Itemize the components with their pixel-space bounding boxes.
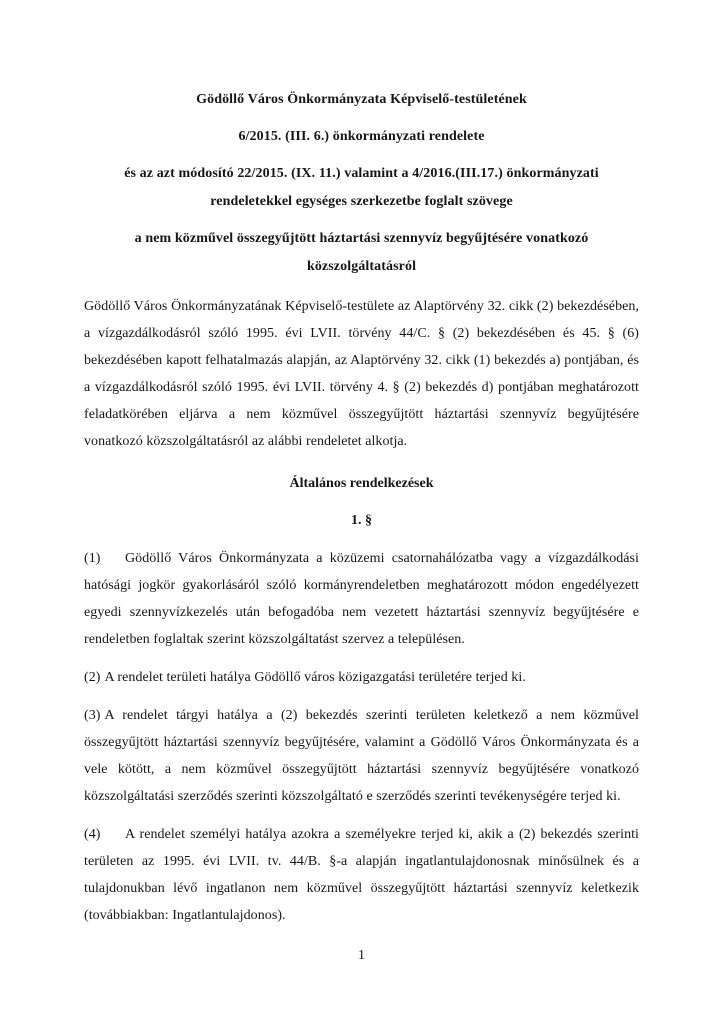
document-title-line: közszolgáltatásról: [306, 259, 417, 274]
body-paragraph: [84, 545, 639, 653]
document-title-line: rendeletekkel egységes szerkezetbe foglalt szövege: [210, 194, 513, 209]
section-heading: Általános rendelkezések: [289, 476, 434, 491]
paragraph-marker: (1): [84, 551, 101, 566]
paragraph-marker: (3): [84, 708, 101, 723]
document-title-line: 6/2015. (III. 6.) önkormányzati rendelete: [238, 129, 485, 144]
page-number: 1: [358, 948, 365, 963]
body-paragraph: [84, 702, 639, 810]
paragraph-text: A rendelet személyi hatálya azokra a személyekre terjed ki, akik a (2) bekezdés szerinti területen az 1995. évi LVII. tv. 44/B. §-a alapján ingatlantulajdonosnak minősülnek és a tulajdonukban lévő ingatlanon nem közművel összegyűjtött háztartási szennyvíz keletkezik (továbbiakban: Ingatlantulajdonos).: [84, 827, 639, 923]
document-title: [84, 86, 639, 281]
article-heading: 1. §: [351, 513, 372, 528]
document-title-line: a nem közművel összegyűjtött háztartási szennyvíz begyűjtésére vonatkozó: [134, 231, 589, 246]
paragraph-text: Gödöllő Város Önkormányzata a közüzemi csatornahálózatba vagy a vízgazdálkodási hatósági jogkör gyakorlásáról szóló kormányrendeletben meghatározott módon engedélyezett egyedi szennyvízkezelés után befogadóba nem vezetett háztartási szennyvíz begyűjtésére e rendeletben foglaltak szerint közszolgáltatást szervez a településen.: [84, 551, 639, 647]
document-title-line: és az azt módosító 22/2015. (IX. 11.) valamint a 4/2016.(III.17.) önkormányzati: [124, 166, 599, 181]
paragraph-text: A rendelet tárgyi hatálya a (2) bekezdés szerinti területen keletkező a nem közművel összegyűjtött háztartási szennyvíz begyűjtésére, valamint a Gödöllő Város Önkormányzata és a vele kötött, a nem közművel összegyűjtött háztartási szennyvíz begyűjtésére vonatkozó közszolgáltatási szerződés szerinti közszolgáltató e szerződés szerinti tevékenységére terjed ki.: [84, 708, 639, 804]
paragraph-marker: (2): [84, 670, 101, 685]
paragraph-text: A rendelet területi hatálya Gödöllő város közigazgatási területére terjed ki.: [104, 670, 526, 685]
body-paragraph: [84, 664, 639, 691]
body-paragraph: [84, 821, 639, 929]
document-title-line: Gödöllő Város Önkormányzata Képviselő-testületének: [196, 92, 527, 107]
paragraph-marker: (4): [84, 827, 101, 842]
preamble-paragraph: Gödöllő Város Önkormányzatának Képviselő-testülete az Alaptörvény 32. cikk (2) bekezdésében, a vízgazdálkodásról szóló 1995. évi LVII. törvény 44/C. § (2) bekezdésében és 45. § (6) bekezdésében kapott felhatalmazás alapján, az Alaptörvény 32. cikk (1) bekezdés a) pontjában, és a vízgazdálkodásról szóló 1995. évi LVII. törvény 4. § (2) bekezdés d) pontjában meghatározott feladatkörében eljárva a nem közművel összegyűjtött háztartási szennyvíz begyűjtésére vonatkozó közszolgáltatásról az alábbi rendeletet alkotja.: [84, 299, 639, 449]
